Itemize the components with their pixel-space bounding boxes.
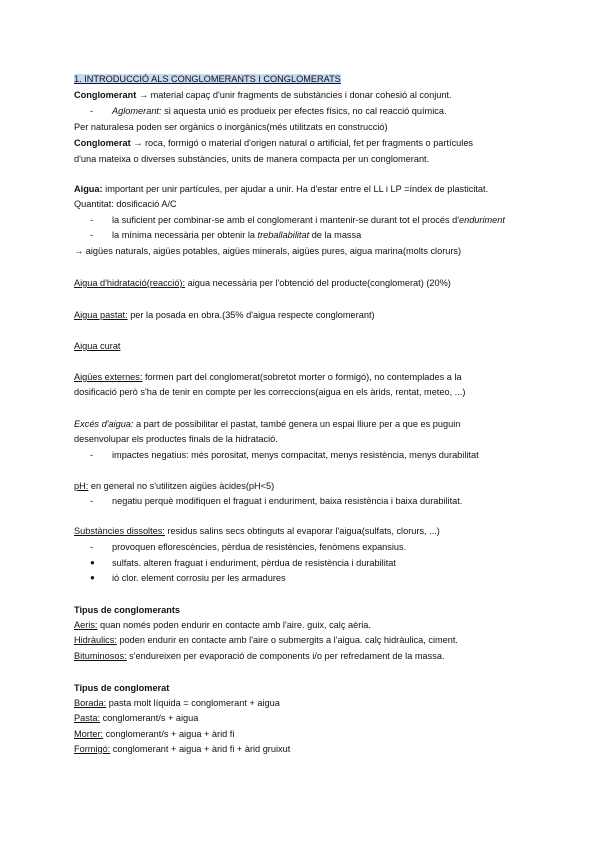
term-externes: Aigües externes: [74, 372, 143, 382]
aigua-bullet-2 [112, 229, 361, 241]
aglomerant-item [90, 105, 93, 117]
term-curat: Aigua curat [74, 341, 121, 351]
ph-definition [74, 480, 274, 492]
dash-bullet: - [90, 542, 94, 552]
dot-bullet: ● [90, 558, 95, 567]
term-borada: Borada: [74, 698, 107, 708]
bullet-text: la mínima necessària per obtenir la [112, 230, 258, 240]
exces-definition-cont: desenvolupar els productes finals de la hidratació. [74, 434, 278, 444]
dash-bullet: - [90, 450, 94, 460]
dissoltes-bullet-1: provoquen eflorescències, pèrdua de resistències, fenòmens expansius. [112, 542, 407, 552]
hidratacio-definition [74, 277, 451, 289]
definition-text: formen part del conglomerat(sobretot morter o formigó), no contemplades a la [142, 372, 462, 382]
term-dissoltes: Substàncies dissoltes: [74, 526, 165, 536]
pastat-definition [74, 309, 375, 321]
dash-bullet: - [90, 230, 94, 240]
definition-text: → material capaç d'unir fragments de substàncies i donar cohesió al conjunt. [136, 90, 452, 100]
conglomerat-definition [74, 137, 473, 149]
italic-term: treballabilitat [257, 230, 310, 240]
tipus-conglomerants-title: Tipus de conglomerants [74, 605, 181, 615]
dash-bullet: - [90, 496, 94, 506]
dissoltes-bullet-2: sulfats. alteren fraguat i enduriment, pèrdua de resistència i durabilitat [112, 558, 396, 568]
term-aeris: Aeris: [74, 620, 98, 630]
term-bituminosos: Bituminosos: [74, 651, 127, 661]
aglomerant-definition [112, 105, 447, 117]
definition-text: conglomerant + aigua + àrid fi + àrid gruixut [110, 744, 291, 754]
term-formigo: Formigó: [74, 744, 111, 754]
aigua-bullet-1 [112, 214, 505, 226]
term-conglomerat: Conglomerat [74, 138, 131, 148]
term-ph: pH: [74, 481, 89, 491]
term-conglomerant: Conglomerant [74, 90, 137, 100]
term-exces: Excés d'aigua: [74, 419, 134, 429]
externes-definition-cont: dosificació però s'ha de tenir en compte per les correccions(aigua en els àrids, rentat, meteo, ...) [74, 387, 466, 397]
definition-text: conglomerant/s + aigua + àrid fi [103, 729, 235, 739]
curat-heading [74, 340, 120, 352]
term-pasta: Pasta: [74, 713, 101, 723]
dissoltes-definition [74, 525, 440, 537]
term-aglomerant: Aglomerant: [112, 106, 162, 116]
aigua-tipus: → aigües naturals, aigües potables, aigües minerals, aigües pures, aigua marina(molts clorurs) [74, 246, 462, 256]
term-hidraulics: Hidràulics: [74, 635, 117, 645]
conglomerat-definition-cont: d'una mateixa o diverses substàncies, units de manera compacta per un conglomerant. [74, 154, 430, 164]
term-morter: Morter: [74, 729, 104, 739]
heading-text: 1. INTRODUCCIÓ ALS CONGLOMERANTS I CONGLOMERATS [74, 74, 341, 84]
definition-text: a part de possibilitar el pastat, també genera un espai lliure per a que es puguin [133, 419, 461, 429]
exces-definition [74, 418, 460, 430]
externes-definition [74, 371, 462, 383]
definition-text: pasta molt líquida = conglomerant + aigua [106, 698, 280, 708]
aigua-definition [74, 183, 488, 195]
definition-text: per la posada en obra.(35% d'aigua respecte conglomerant) [127, 310, 375, 320]
definition-text: → roca, formigó o material d'origen natural o artificial, fet per fragments o partícules [130, 138, 474, 148]
dash-bullet: - [90, 106, 94, 116]
dash-bullet: - [90, 215, 94, 225]
term-pastat: Aigua pastat: [74, 310, 128, 320]
bituminosos-definition [74, 650, 445, 662]
dissoltes-bullet-3: ió clor. element corrosiu per les armadures [112, 573, 286, 583]
definition-text: conglomerant/s + aigua [100, 713, 199, 723]
naturalesa-text: Per naturalesa poden ser orgànics o inorgànics(més utilitzats en construcció) [74, 122, 388, 132]
bullet-text: de la massa [309, 230, 362, 240]
conglomerant-definition [74, 89, 452, 101]
definition-text: residus salins secs obtinguts al evaporar l'aigua(sulfats, clorurs, ...) [164, 526, 440, 536]
italic-term: enduriment [458, 215, 505, 225]
definition-text: quan només poden endurir en contacte amb l'aire. guix, calç aèria. [97, 620, 371, 630]
definition-text: si aquesta unió es produeix per efectes físics, no cal reacció química. [161, 106, 447, 116]
term-aigua: Aigua: [74, 184, 103, 194]
ph-bullet-1: negatiu perquè modifiquen el fraguat i enduriment, baixa resistència i baixa durabilitat. [112, 496, 463, 506]
hidraulics-definition [74, 634, 458, 646]
exces-bullet-1: impactes negatius: més porositat, menys compacitat, menys resistència, menys durabilitat [112, 450, 479, 460]
morter-definition [74, 728, 234, 740]
dot-bullet: ● [90, 573, 95, 582]
borada-definition [74, 697, 280, 709]
definition-text: s'endureixen per evaporació de components i/o per refredament de la massa. [126, 651, 445, 661]
bullet-text: la suficient per combinar-se amb el conglomerant i mantenir-se durant tot el procés d' [112, 215, 459, 225]
section-heading [74, 73, 341, 85]
tipus-conglomerat-title: Tipus de conglomerat [74, 683, 170, 693]
aeris-definition [74, 619, 371, 631]
definition-text: important per unir partícules, per ajudar a unir. Ha d'estar entre el LL i LP =índex de plasticitat. [102, 184, 489, 194]
pasta-definition [74, 712, 198, 724]
definition-text: en general no s'utilitzen aigües àcides(pH<5) [88, 481, 275, 491]
term-hidratacio: Aigua d'hidratació(reacció): [74, 278, 186, 288]
formigo-definition [74, 743, 290, 755]
definition-text: aigua necessària per l'obtenció del producte(conglomerat) (20%) [185, 278, 451, 288]
quantitat-text: Quantitat: dosificació A/C [74, 199, 177, 209]
definition-text: poden endurir en contacte amb l'aire o submergits a l'aigua. calç hidràulica, ciment. [116, 635, 458, 645]
